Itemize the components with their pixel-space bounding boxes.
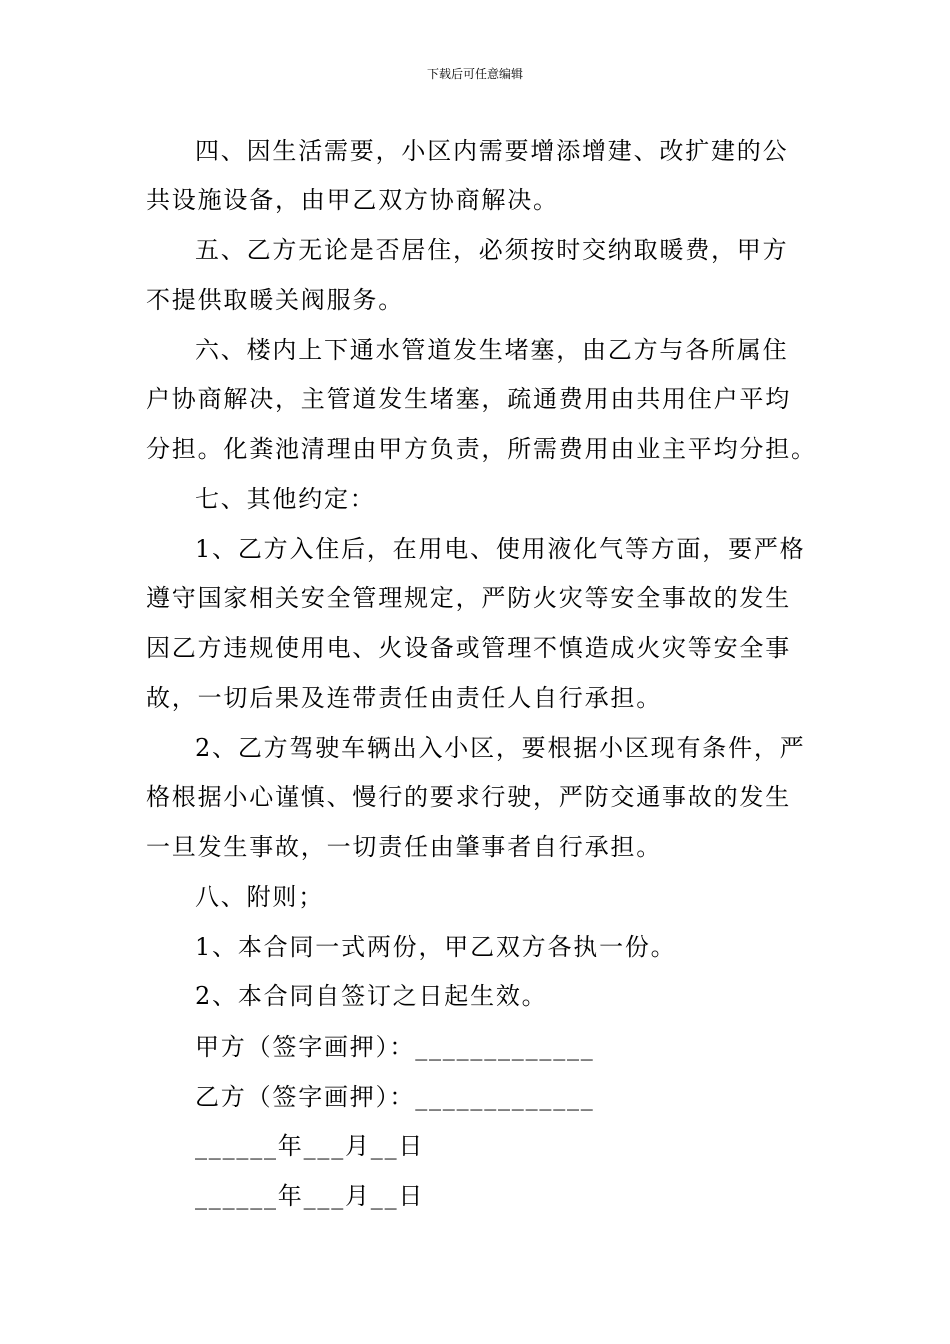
clause-5-line-2: 不提供取暖关阀服务。	[146, 286, 404, 314]
clause-6-line-2: 户协商解决，主管道发生堵塞，疏通费用由共用住户平均	[146, 385, 791, 413]
clause-4-line-2: 共设施设备，由甲乙双方协商解决。	[146, 186, 559, 214]
clause-7-item-2-line-2: 格根据小心谨慎、慢行的要求行驶，严防交通事故的发生	[146, 783, 791, 811]
clause-7-item-2-line-3: 一旦发生事故，一切责任由肇事者自行承担。	[146, 833, 662, 861]
clause-8-item-2: 2、本合同自签订之日起生效。	[195, 982, 548, 1010]
clause-4-line-1: 四、因生活需要，小区内需要增添增建、改扩建的公	[195, 137, 789, 165]
clause-7-item-1-line-3: 因乙方违规使用电、火设备或管理不慎造成火灾等安全事	[146, 634, 791, 662]
clause-7-item-1-line-2: 遵守国家相关安全管理规定，严防火灾等安全事故的发生	[146, 584, 791, 612]
page-header-note: 下载后可任意编辑	[426, 67, 523, 81]
clause-6-line-1: 六、楼内上下通水管道发生堵塞，由乙方与各所属住	[195, 336, 789, 364]
clause-7-item-1-line-4: 故，一切后果及连带责任由责任人自行承担。	[146, 684, 662, 712]
clause-7-item-2-line-1: 2、乙方驾驶车辆出入小区，要根据小区现有条件，严	[195, 734, 806, 762]
signature-date-line-2: ______年___月__日	[195, 1182, 425, 1210]
clause-8-item-1: 1、本合同一式两份，甲乙双方各执一份。	[195, 933, 677, 961]
clause-6-line-3: 分担。化粪池清理由甲方负责，所需费用由业主平均分担。	[146, 435, 817, 463]
clause-7-item-1-line-1: 1、乙方入住后，在用电、使用液化气等方面，要严格	[195, 535, 806, 563]
party-b-signature-line: 乙方（签字画押）：_____________	[195, 1083, 595, 1111]
clause-8-heading: 八、附则；	[195, 883, 324, 911]
clause-7-heading: 七、其他约定：	[195, 485, 376, 513]
clause-5-line-1: 五、乙方无论是否居住，必须按时交纳取暖费，甲方	[195, 236, 789, 264]
signature-date-line-1: ______年___月__日	[195, 1132, 425, 1160]
party-a-signature-line: 甲方（签字画押）：_____________	[195, 1033, 595, 1061]
